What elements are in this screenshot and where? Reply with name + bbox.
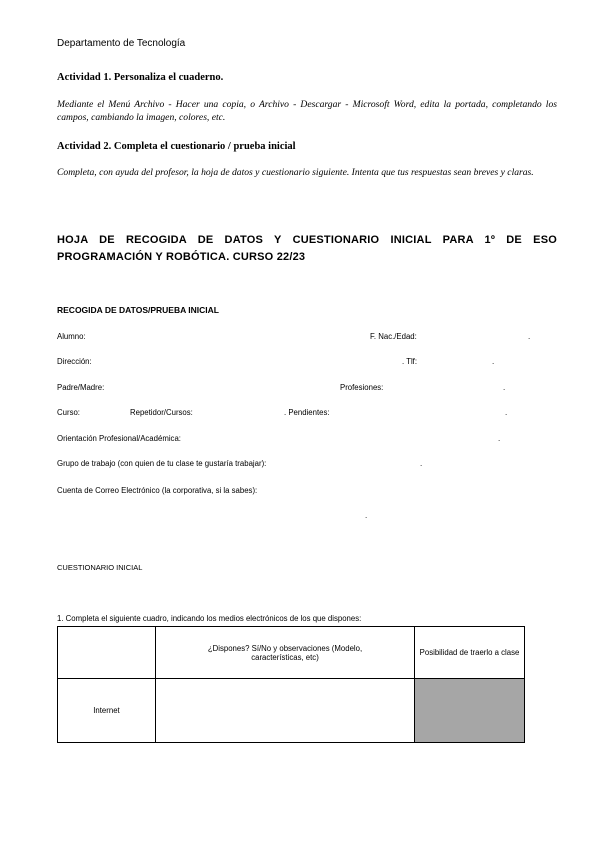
page-title: HOJA DE RECOGIDA DE DATOS Y CUESTIONARIO INICIAL PARA 1º DE ESO PROGRAMACIÓN Y ROBÓTICA. CURSO 22/23	[57, 234, 557, 263]
question-1: 1. Completa el siguiente cuadro, indicando los medios electrónicos de los que dispones:	[57, 614, 362, 623]
questionnaire-title: CUESTIONARIO INICIAL	[57, 563, 143, 572]
field-dot: .	[498, 434, 501, 443]
table-row-label-internet: Internet	[58, 679, 156, 743]
field-direccion: Dirección:	[57, 357, 92, 366]
table-cell-answer[interactable]	[156, 679, 415, 743]
table-cell-gray	[415, 679, 525, 743]
table-header-empty	[58, 627, 156, 679]
field-dot: .	[420, 459, 423, 468]
field-orientacion: Orientación Profesional/Académica:	[57, 434, 181, 443]
field-alumno: Alumno:	[57, 332, 86, 341]
field-fecha-edad: F. Nac./Edad:	[370, 332, 417, 341]
field-repetidor: Repetidor/Cursos:	[130, 408, 193, 417]
activity2-body: Completa, con ayuda del profesor, la hoja de datos y cuestionario siguiente. Intenta que tus respuestas sean breves y claras.	[57, 167, 534, 178]
field-dot: .	[528, 332, 531, 341]
field-padre-madre: Padre/Madre:	[57, 383, 105, 392]
field-dot: .	[503, 383, 506, 392]
field-correo: Cuenta de Correo Electrónico (la corporativa, si la sabes):	[57, 486, 258, 495]
activity1-body: Mediante el Menú Archivo - Hacer una copia, o Archivo - Descargar - Microsoft Word, edita la portada, completando los campos, cambiando la imagen, colores, etc.	[57, 99, 557, 123]
table-header-posibilidad: Posibilidad de traerlo a clase	[415, 627, 525, 679]
field-pendientes: . Pendientes:	[284, 408, 330, 417]
field-curso: Curso:	[57, 408, 80, 417]
table-row	[58, 679, 525, 743]
field-grupo: Grupo de trabajo (con quien de tu clase te gustaría trabajar):	[57, 459, 267, 468]
field-profesiones: Profesiones:	[340, 383, 384, 392]
table-header-dispones: ¿Dispones? Sí/No y observaciones (Modelo, características, etc)	[156, 627, 415, 679]
activity2-title: Actividad 2. Completa el cuestionario / prueba inicial	[57, 141, 296, 152]
field-tlf: . Tlf:	[402, 357, 418, 366]
department-header: Departamento de Tecnología	[57, 38, 186, 49]
field-dot: .	[505, 408, 508, 417]
field-dot: .	[365, 511, 368, 520]
devices-table	[57, 626, 525, 743]
field-dot: .	[492, 357, 495, 366]
table-header-row	[58, 627, 525, 679]
data-section-title: RECOGIDA DE DATOS/PRUEBA INICIAL	[57, 305, 219, 315]
activity1-title: Actividad 1. Personaliza el cuaderno.	[57, 72, 224, 83]
